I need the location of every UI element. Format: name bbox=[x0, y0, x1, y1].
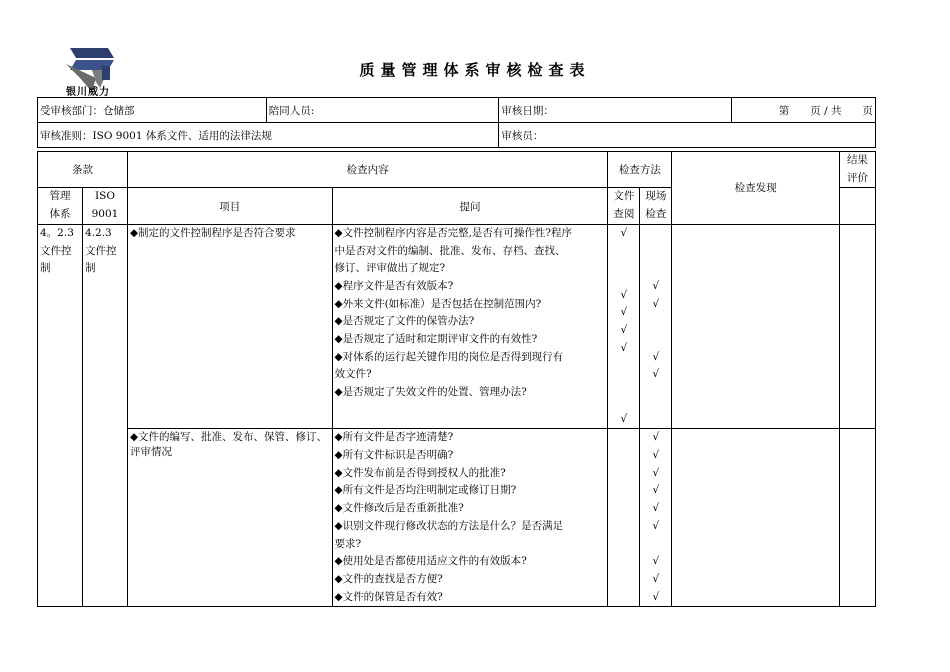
doc-review-header: 文件 查阅 bbox=[608, 188, 640, 224]
item-cell: ◆文件的编写、批准、发布、保管、修订、评审情况 bbox=[127, 429, 332, 607]
iso-header: ISO 9001 bbox=[82, 188, 127, 224]
result-cell[interactable] bbox=[839, 429, 875, 607]
question-header: 提问 bbox=[332, 188, 608, 224]
question-cell: ◆所有文件是否字迹清楚? ◆所有文件标识是否明确? ◆文件发布前是否得到授权人的批准? ◆所有文件是否均注明制定或修订日期? ◆文件修改后是否重新批准? ◆识别文件现行修改状态的方法是什么？是否满足 要求? ◆使用处是否都使用适应文件的有效版本? ◆文件的查找是否方便? ◆文件的保管是否有效? bbox=[332, 429, 608, 607]
mgmt-clause-cell: 4。2.3 文件控 制 bbox=[38, 224, 83, 607]
findings-header: 检查发现 bbox=[672, 152, 840, 225]
site-check-cell: √ √ √ √ √ √ √ √ √ bbox=[640, 429, 672, 607]
doc-review-cell bbox=[608, 429, 640, 607]
logo-text: 银川威力 bbox=[66, 87, 110, 98]
item-header: 项目 bbox=[127, 188, 332, 224]
table-row bbox=[38, 224, 876, 429]
auditor-field: 审核员： bbox=[499, 123, 876, 148]
dept-field: 受审核部门：仓储部 bbox=[38, 98, 267, 123]
mgmt-system-header: 管理 体系 bbox=[38, 188, 83, 224]
clause-header: 条款 bbox=[38, 152, 128, 188]
item-cell: ◆制定的文件控制程序是否符合要求 bbox=[127, 224, 332, 429]
page-title: 质量管理体系审核检查表 bbox=[359, 61, 591, 79]
site-check-cell: √ √ √ √ bbox=[640, 224, 672, 429]
checklist-table bbox=[37, 151, 876, 607]
table-row bbox=[38, 429, 876, 607]
companion-field: 陪同人员: bbox=[266, 98, 499, 123]
criteria-field: 审核准则：ISO 9001 体系文件、适用的法律法规 bbox=[38, 123, 499, 148]
result-cell[interactable] bbox=[839, 224, 875, 429]
header-table bbox=[37, 97, 876, 148]
audit-date-field: 审核日期： bbox=[499, 98, 732, 123]
method-header: 检查方法 bbox=[608, 152, 672, 188]
doc-review-cell: √ √ √ √ √ √ bbox=[608, 224, 640, 429]
page-count-field: 第 页 / 共 页 bbox=[732, 98, 876, 123]
result-blank bbox=[839, 188, 875, 224]
findings-cell[interactable] bbox=[672, 224, 840, 429]
findings-cell[interactable] bbox=[672, 429, 840, 607]
content-header: 检查内容 bbox=[127, 152, 607, 188]
question-cell: ◆文件控制程序内容是否完整,是否有可操作性?程序 中是否对文件的编制、批准、发布、存档、查找、 修订、评审做出了规定? ◆程序文件是否有效版本? ◆外来文件(如标准）是否包括在控制范围内? ◆是否规定了文件的保管办法? ◆是否规定了适时和定期评审文件的有效性? ◆对体系的运行起关键作用的岗位是否得到现行有 效文件? ◆是否规定了失效文件的处置、管理办法? bbox=[332, 224, 608, 429]
iso-clause-cell: 4.2.3 文件控 制 bbox=[82, 224, 127, 607]
result-header: 结果 评价 bbox=[839, 152, 875, 188]
site-check-header: 现场 检查 bbox=[640, 188, 672, 224]
